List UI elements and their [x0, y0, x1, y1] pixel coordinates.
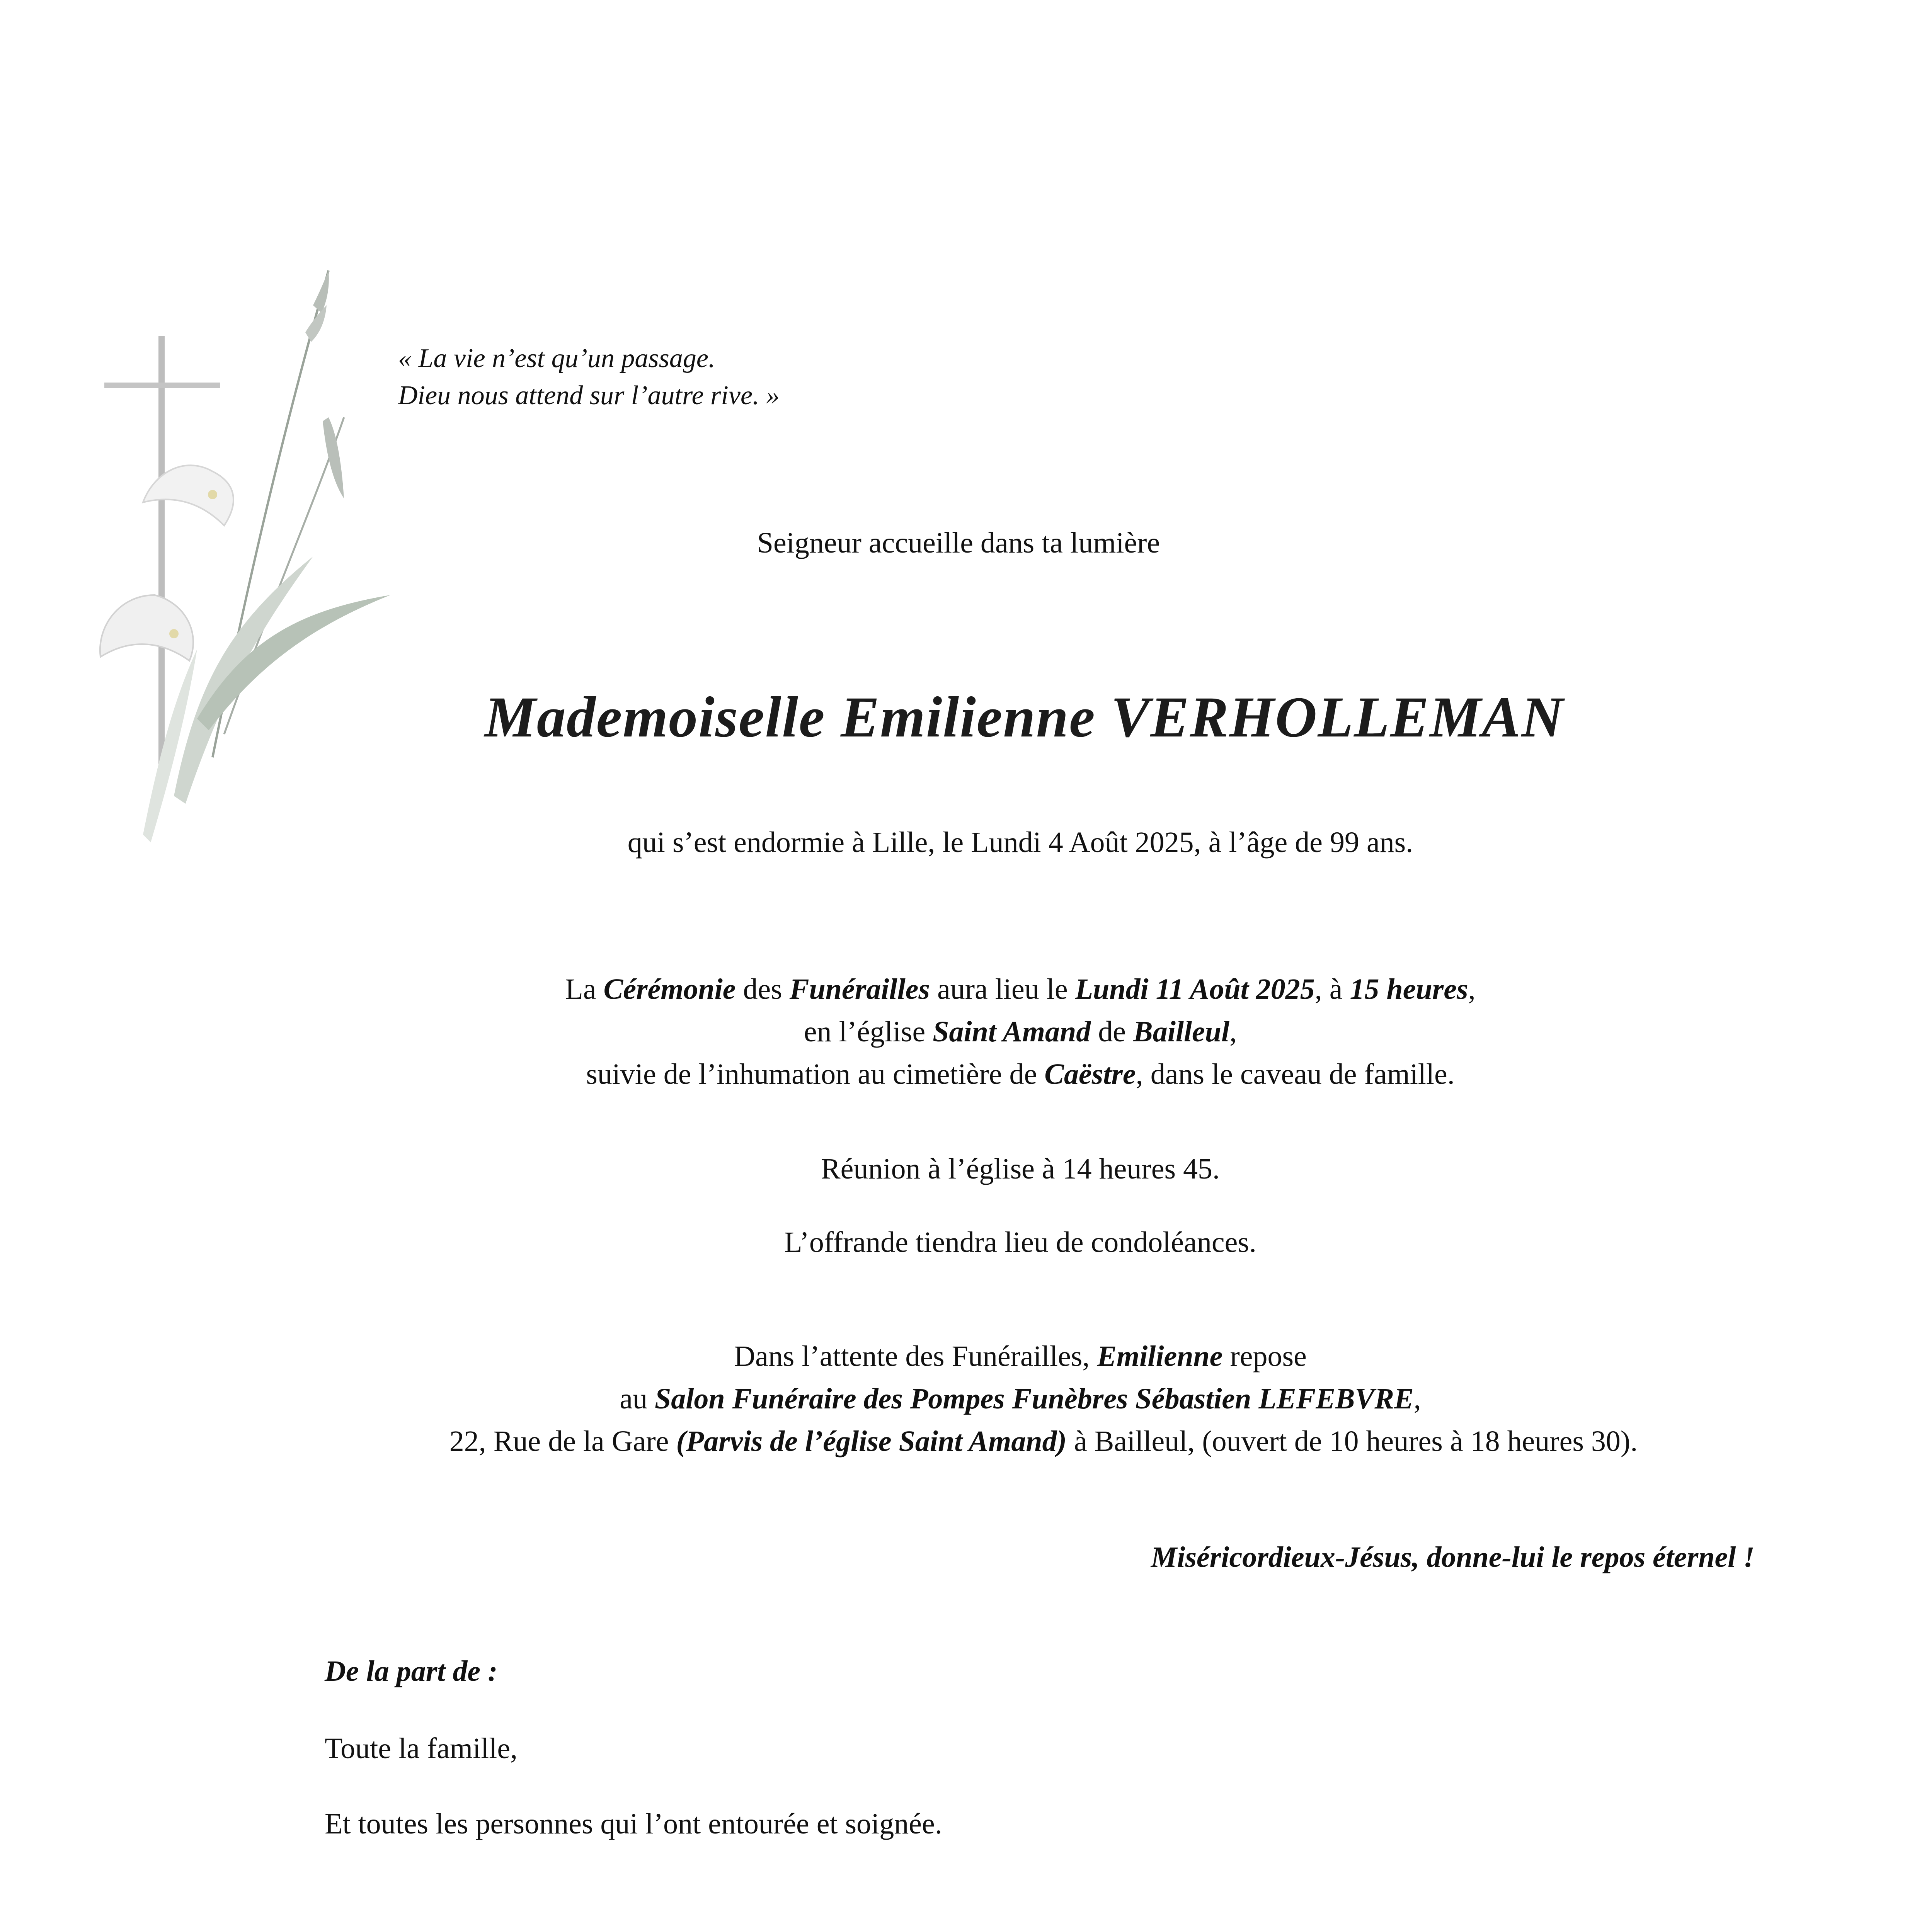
salon-line-3: 22, Rue de la Gare (Parvis de l’église Saint Amand) à Bailleul, (ouvert de 10 heures à 18 heures 30).	[449, 1425, 1638, 1458]
ceremony-line-2: en l’église Saint Amand de Bailleul,	[804, 1015, 1237, 1048]
from-label: De la part de :	[325, 1655, 498, 1687]
offrande-line: L’offrande tiendra lieu de condoléances.	[784, 1226, 1256, 1259]
quote-line-1: « La vie n’est qu’un passage.	[398, 344, 715, 373]
quote-line-2: Dieu nous attend sur l’autre rive. »	[398, 381, 780, 410]
death-line: qui s’est endormie à Lille, le Lundi 4 Août 2025, à l’âge de 99 ans.	[627, 826, 1413, 859]
reunion-line: Réunion à l’église à 14 heures 45.	[821, 1153, 1220, 1185]
from-family: Toute la famille,	[325, 1732, 518, 1765]
salon-line-2: au Salon Funéraire des Pompes Funèbres Sébastien LEFEBVRE,	[620, 1383, 1421, 1415]
prayer-line: Miséricordieux-Jésus, donne-lui le repos éternel !	[1151, 1541, 1755, 1573]
deceased-name: Mademoiselle Emilienne VERHOLLEMAN	[484, 685, 1564, 749]
ceremony-line-1: La Cérémonie des Funérailles aura lieu le Lundi 11 Août 2025, à 15 heures,	[565, 973, 1476, 1005]
invocation: Seigneur accueille dans ta lumière	[757, 527, 1160, 559]
salon-line-1: Dans l’attente des Funérailles, Emilienne repose	[734, 1340, 1307, 1372]
from-others: Et toutes les personnes qui l’ont entourée et soignée.	[325, 1808, 942, 1840]
ceremony-line-3: suivie de l’inhumation au cimetière de Caëstre, dans le caveau de famille.	[586, 1058, 1455, 1090]
